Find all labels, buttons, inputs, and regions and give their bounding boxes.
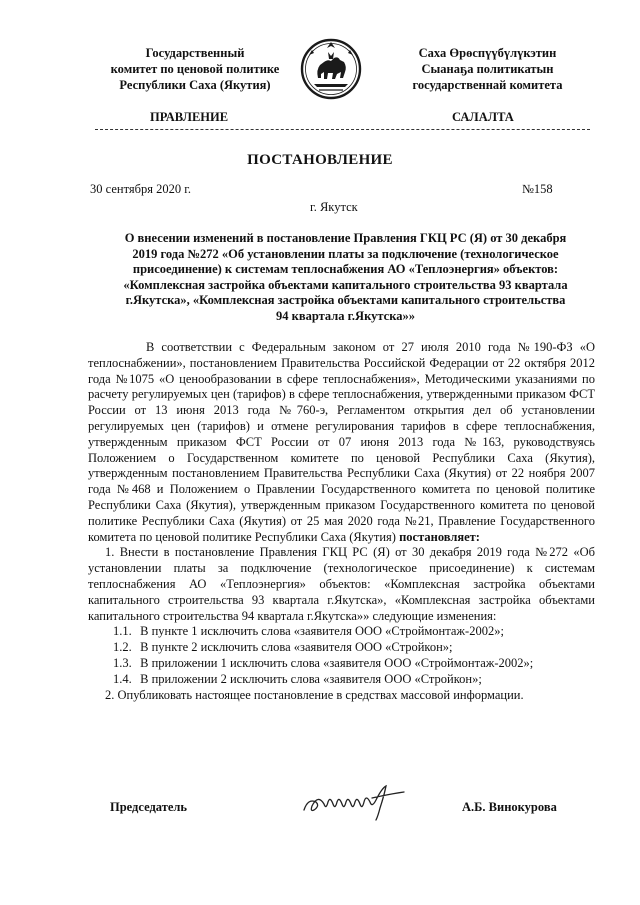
header-left-line: комитет по ценовой политике xyxy=(110,62,280,76)
subject-line: 2019 года №272 «Об установлении платы за подключение (технологическое xyxy=(132,246,559,261)
header-right-block xyxy=(385,45,590,93)
signatory-name: А.Б. Винокурова xyxy=(462,800,557,814)
subitem-row xyxy=(88,624,595,640)
handwritten-signature xyxy=(300,780,420,824)
header-left-line: Государственный xyxy=(145,46,245,60)
preamble-paragraph xyxy=(88,340,595,545)
subject-line: 94 квартала г.Якутска»» xyxy=(276,308,415,323)
subitem-number: 1.2. xyxy=(113,640,132,655)
preamble-text: В соответствии с Федеральным законом от 27 июля 2010 года №190-ФЗ «О теплоснабжении», постановлением Правительства Российской Федерации от 22 октября 2012 года №1075 «О ценообразовании в сфере теплоснабжения», Методическими указаниями по расчету регулируемых цен (тарифов) в сфере теплоснабжения, утвержденными приказом ФСТ России от 13 июня 2013 года №760-э, Регламентом открытия дел об установлении регулируемых цен (тарифов) и отмене регулирования тарифов в сфере теплоснабжения, утвержденным приказом ФСТ России от 07 июня 2013 года №163, руководствуясь Положением о Государственном комитете по ценовой Республики Саха (Якутия), утвержденным постановлением Правительства Республики Саха (Якутия) от 22 ноября 2007 года №468 и Положением о Правлении Государственного комитета по ценовой политике Республики Саха (Якутия), утвержденным приказом Государственного комитета по ценовой политике Республики Саха (Якутия) от 25 мая 2020 года №21, Правление Государственного комитета по ценовой политике Республики Саха (Якутия) xyxy=(88,340,595,544)
header-right-line: государственнай комитета xyxy=(412,78,563,92)
header-right-line: Саха Өрөспүүбүлүкэтин xyxy=(418,46,557,60)
subject-line: О внесении изменений в постановление Правления ГКЦ РС (Я) от 30 декабря xyxy=(124,231,567,245)
item-1-paragraph: 1. Внести в постановление Правления ГКЦ РС (Я) от 30 декабря 2019 года №272 «Об установлении платы за подключение (технологическое присоединение) к системам теплоснабжения АО «Теплоэнергия» объектов: «Комплексная застройка объектами капитального строительства 93 квартала г.Якутска», «Комплексная застройка объектами капитального строительства 94 квартала г.Якутска»» следующие изменения: xyxy=(88,545,595,623)
document-title: ПОСТАНОВЛЕНИЕ xyxy=(247,152,393,168)
subitem-text: В приложении 2 исключить слова «заявителя ООО «Стройкон»; xyxy=(140,671,482,686)
header-left-line: Республики Саха (Якутия) xyxy=(119,78,271,92)
subitem-text: В пункте 2 исключить слова «заявителя ООО «Стройкон»; xyxy=(140,640,453,655)
document-body xyxy=(88,340,595,703)
document-date: 30 сентября 2020 г. xyxy=(90,182,192,196)
subject-line: г.Якутска», «Комплексная застройка объектами капитального строительства xyxy=(125,293,566,308)
decree-word: постановляет: xyxy=(399,529,480,544)
subitem-text: В приложении 1 исключить слова «заявителя ООО «Строймонтаж-2002»; xyxy=(140,655,534,670)
board-label-yakut: САЛАЛТА xyxy=(452,110,514,124)
subitem-row xyxy=(88,672,595,688)
document-number: №158 xyxy=(522,182,553,196)
document-city: г. Якутск xyxy=(310,200,358,214)
board-label-russian: ПРАВЛЕНИЕ xyxy=(150,110,229,124)
item-2-paragraph: 2. Опубликовать настоящее постановление в средствах массовой информации. xyxy=(105,687,524,702)
header-divider xyxy=(95,129,590,130)
coat-of-arms-emblem xyxy=(300,38,362,100)
header-right-line: Сыанаҕа политикатын xyxy=(421,62,554,76)
subitem-text: В пункте 1 исключить слова «заявителя ООО «Строймонтаж-2002»; xyxy=(140,624,504,639)
subitem-number: 1.3. xyxy=(113,655,132,670)
document-subject xyxy=(88,231,603,325)
signatory-role: Председатель xyxy=(110,800,188,814)
header-left-block xyxy=(90,45,300,93)
subject-line: «Комплексная застройка объектами капитального строительства 93 квартала xyxy=(123,277,568,292)
subitem-number: 1.1. xyxy=(113,624,132,639)
subitem-row xyxy=(88,656,595,672)
subitem-row xyxy=(88,640,595,656)
subitem-number: 1.4. xyxy=(113,671,132,686)
subject-line: присоединение) к системам теплоснабжения АО «Теплоэнергия» объектов: xyxy=(132,262,559,277)
